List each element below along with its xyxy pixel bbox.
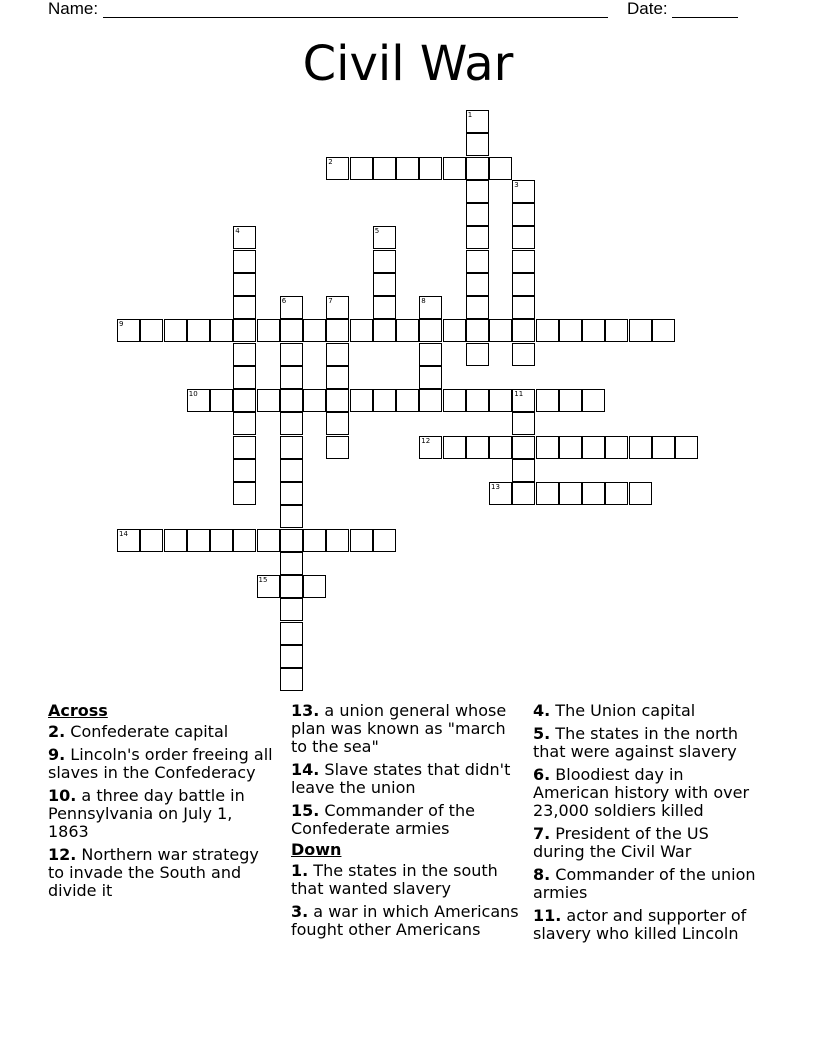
grid-cell[interactable]	[443, 436, 466, 459]
clue-item	[48, 846, 273, 900]
clue-item	[533, 702, 763, 720]
clue-number: 2	[328, 157, 333, 166]
grid-cell[interactable]	[536, 319, 559, 342]
grid-cell[interactable]	[210, 529, 233, 552]
grid-cell[interactable]	[466, 273, 489, 296]
clue-text: Bloodiest day in American history with over 23,000 soldiers killed	[533, 765, 750, 820]
grid-cell[interactable]	[326, 319, 349, 342]
clue-text: Confederate capital	[65, 722, 229, 741]
grid-cell[interactable]	[117, 529, 140, 552]
grid-cell[interactable]	[280, 389, 303, 412]
grid-cell[interactable]	[373, 296, 396, 319]
grid-cell[interactable]	[257, 575, 280, 598]
grid-cell[interactable]	[326, 412, 349, 435]
clue-column-3	[533, 702, 763, 948]
clue-column-2	[291, 702, 519, 944]
grid-cell[interactable]	[512, 412, 535, 435]
clue-text: a three day battle in Pennsylvania on July 1, 1863	[48, 786, 245, 841]
clue-number-label: 11.	[533, 906, 562, 925]
grid-cell[interactable]	[233, 459, 256, 482]
grid-cell[interactable]	[466, 296, 489, 319]
grid-cell[interactable]	[559, 319, 582, 342]
grid-cell[interactable]	[419, 319, 442, 342]
grid-cell[interactable]	[466, 250, 489, 273]
page-title: Civil War	[302, 36, 514, 92]
grid-cell[interactable]	[652, 436, 675, 459]
grid-cell[interactable]	[326, 157, 349, 180]
grid-cell[interactable]	[280, 459, 303, 482]
grid-cell[interactable]	[187, 319, 210, 342]
grid-cell[interactable]	[326, 343, 349, 366]
clue-item	[291, 702, 519, 756]
grid-cell[interactable]	[652, 319, 675, 342]
grid-cell[interactable]	[303, 389, 326, 412]
clue-number-label: 2.	[48, 722, 66, 741]
clue-text: President of the US during the Civil War	[533, 824, 709, 861]
grid-cell[interactable]	[280, 552, 303, 575]
grid-cell[interactable]	[582, 389, 605, 412]
grid-cell[interactable]	[350, 529, 373, 552]
clue-number: 6	[281, 297, 287, 305]
grid-cell[interactable]	[350, 157, 373, 180]
grid-cell[interactable]	[257, 389, 280, 412]
grid-cell[interactable]	[164, 319, 187, 342]
grid-cell[interactable]	[280, 412, 303, 435]
grid-cell[interactable]	[466, 180, 489, 203]
grid-cell[interactable]	[373, 319, 396, 342]
grid-cell[interactable]	[373, 529, 396, 552]
grid-cell[interactable]	[512, 319, 535, 342]
grid-cell[interactable]	[629, 319, 652, 342]
grid-cell[interactable]	[512, 226, 535, 249]
grid-cell[interactable]	[489, 482, 512, 505]
grid-cell[interactable]	[419, 436, 442, 459]
grid-cell[interactable]	[280, 366, 303, 389]
grid-cell[interactable]	[536, 482, 559, 505]
grid-cell[interactable]	[489, 436, 512, 459]
clue-number-label: 3.	[291, 902, 309, 921]
grid-cell[interactable]	[280, 668, 303, 691]
grid-cell[interactable]	[233, 389, 256, 412]
grid-cell[interactable]	[280, 529, 303, 552]
grid-cell[interactable]	[140, 319, 163, 342]
clue-item	[48, 787, 273, 841]
grid-cell[interactable]	[466, 389, 489, 412]
grid-cell[interactable]	[233, 343, 256, 366]
clue-list	[533, 702, 763, 943]
clue-number-label: 1.	[291, 861, 309, 880]
clue-item	[533, 766, 763, 820]
grid-cell[interactable]	[280, 436, 303, 459]
clue-text: Commander of the Confederate armies	[291, 801, 475, 838]
grid-cell[interactable]	[326, 389, 349, 412]
grid-cell[interactable]	[512, 389, 535, 412]
clue-item	[291, 903, 519, 939]
grid-cell[interactable]	[233, 226, 256, 249]
clue-number-label: 13.	[291, 701, 320, 720]
grid-cell[interactable]	[326, 436, 349, 459]
grid-cell[interactable]	[582, 319, 605, 342]
clue-text: a war in which Americans fought other Americans	[291, 902, 519, 939]
grid-cell[interactable]	[396, 319, 419, 342]
grid-cell[interactable]	[536, 436, 559, 459]
grid-cell[interactable]	[326, 529, 349, 552]
clue-item	[291, 761, 519, 797]
clue-text: The states in the south that wanted slavery	[291, 861, 498, 898]
clue-number-label: 9.	[48, 745, 66, 764]
grid-cell[interactable]	[140, 529, 163, 552]
grid-cell[interactable]	[512, 459, 535, 482]
grid-cell[interactable]	[512, 203, 535, 226]
grid-cell[interactable]	[303, 529, 326, 552]
grid-cell[interactable]	[210, 389, 233, 412]
clue-text: Slave states that didn't leave the union	[291, 760, 511, 797]
grid-cell[interactable]	[489, 319, 512, 342]
grid-cell[interactable]	[280, 319, 303, 342]
grid-cell[interactable]	[373, 273, 396, 296]
clue-number-label: 6.	[533, 765, 551, 784]
grid-cell[interactable]	[559, 436, 582, 459]
grid-cell[interactable]	[512, 180, 535, 203]
grid-cell[interactable]	[373, 226, 396, 249]
clue-number: 7	[328, 297, 333, 305]
grid-cell[interactable]	[280, 575, 303, 598]
grid-cell[interactable]	[280, 296, 303, 319]
grid-cell[interactable]	[443, 157, 466, 180]
grid-cell[interactable]	[280, 622, 303, 645]
clue-item	[533, 725, 763, 761]
grid-cell[interactable]	[443, 319, 466, 342]
grid-cell[interactable]	[629, 436, 652, 459]
grid-cell[interactable]	[466, 319, 489, 342]
grid-cell[interactable]	[512, 343, 535, 366]
clue-number: 10	[188, 390, 198, 398]
grid-cell[interactable]	[233, 273, 256, 296]
grid-cell[interactable]	[233, 250, 256, 273]
clue-list	[291, 862, 519, 939]
clue-text: The states in the north that were against slavery	[533, 724, 739, 761]
grid-cell[interactable]	[512, 296, 535, 319]
grid-cell[interactable]	[512, 482, 535, 505]
grid-cell[interactable]	[233, 319, 256, 342]
grid-cell[interactable]	[233, 296, 256, 319]
grid-cell[interactable]	[257, 319, 280, 342]
clue-item	[533, 907, 763, 943]
clue-item	[533, 866, 763, 902]
grid-cell[interactable]	[443, 389, 466, 412]
grid-cell[interactable]	[419, 366, 442, 389]
clue-text: actor and supporter of slavery who killed Lincoln	[533, 906, 747, 943]
grid-cell[interactable]	[233, 436, 256, 459]
grid-cell[interactable]	[164, 529, 187, 552]
grid-cell[interactable]	[512, 273, 535, 296]
grid-cell[interactable]	[559, 482, 582, 505]
grid-cell[interactable]	[187, 529, 210, 552]
grid-cell[interactable]	[233, 482, 256, 505]
across-heading: Across	[48, 701, 108, 720]
clue-number: 4	[235, 227, 240, 236]
grid-cell[interactable]	[466, 133, 489, 156]
grid-cell[interactable]	[257, 529, 280, 552]
grid-cell[interactable]	[466, 110, 489, 133]
clue-text: The Union capital	[550, 701, 696, 720]
grid-cell[interactable]	[326, 366, 349, 389]
name-label: Name:	[48, 0, 99, 18]
grid-cell[interactable]	[559, 389, 582, 412]
clue-number: 11	[514, 390, 524, 398]
clue-number: 15	[258, 576, 268, 584]
date-label: Date:	[627, 0, 668, 18]
grid-cell[interactable]	[466, 203, 489, 226]
grid-cell[interactable]	[233, 412, 256, 435]
grid-cell[interactable]	[303, 575, 326, 598]
grid-cell[interactable]	[629, 482, 652, 505]
grid-cell[interactable]	[280, 482, 303, 505]
grid-cell[interactable]	[280, 343, 303, 366]
clue-number: 5	[374, 227, 380, 236]
clue-number-label: 10.	[48, 786, 77, 805]
clue-number-label: 15.	[291, 801, 320, 820]
grid-cell[interactable]	[582, 436, 605, 459]
grid-cell[interactable]	[280, 505, 303, 528]
clue-item	[48, 746, 273, 782]
clue-text: Lincoln's order freeing all slaves in the Confederacy	[48, 745, 273, 782]
grid-cell[interactable]	[605, 436, 628, 459]
clue-text: Northern war strategy to invade the South and divide it	[48, 845, 259, 900]
grid-cell[interactable]	[466, 157, 489, 180]
grid-cell[interactable]	[233, 366, 256, 389]
clue-number: 14	[119, 529, 128, 538]
grid-cell[interactable]	[373, 157, 396, 180]
grid-cell[interactable]	[466, 343, 489, 366]
grid-cell[interactable]	[233, 529, 256, 552]
grid-cell[interactable]	[466, 226, 489, 249]
grid-cell[interactable]	[419, 157, 442, 180]
grid-cell[interactable]	[675, 436, 698, 459]
clue-number-label: 14.	[291, 760, 320, 779]
grid-cell[interactable]	[396, 389, 419, 412]
grid-cell[interactable]	[373, 389, 396, 412]
clue-number: 8	[421, 297, 426, 305]
grid-cell[interactable]	[350, 319, 373, 342]
grid-cell[interactable]	[419, 343, 442, 366]
clue-number-label: 5.	[533, 724, 551, 743]
grid-cell[interactable]	[303, 319, 326, 342]
down-heading: Down	[291, 840, 342, 859]
grid-cell[interactable]	[280, 645, 303, 668]
grid-cell[interactable]	[512, 250, 535, 273]
grid-cell[interactable]	[605, 319, 628, 342]
grid-cell[interactable]	[466, 436, 489, 459]
clue-list	[291, 702, 519, 838]
clue-column-1	[48, 702, 273, 905]
grid-cell[interactable]	[419, 389, 442, 412]
grid-cell[interactable]	[117, 319, 140, 342]
grid-cell[interactable]	[536, 389, 559, 412]
clue-number-label: 7.	[533, 824, 551, 843]
grid-cell[interactable]	[489, 157, 512, 180]
clue-number-label: 12.	[48, 845, 77, 864]
clue-item	[48, 723, 273, 741]
clue-number: 3	[514, 180, 519, 189]
grid-cell[interactable]	[326, 296, 349, 319]
clue-number-label: 4.	[533, 701, 551, 720]
grid-cell[interactable]	[187, 389, 210, 412]
grid-cell[interactable]	[605, 482, 628, 505]
clue-text: Commander of the union armies	[533, 865, 756, 902]
grid-cell[interactable]	[350, 389, 373, 412]
clue-item	[533, 825, 763, 861]
grid-cell[interactable]	[512, 436, 535, 459]
grid-cell[interactable]	[210, 319, 233, 342]
grid-cell[interactable]	[419, 296, 442, 319]
clue-text: a union general whose plan was known as "march to the sea"	[291, 701, 507, 756]
clue-number: 9	[119, 320, 124, 329]
clue-item	[291, 862, 519, 898]
clue-number: 12	[421, 436, 431, 445]
clue-list	[48, 723, 273, 900]
grid-cell[interactable]	[489, 389, 512, 412]
clue-number-label: 8.	[533, 865, 551, 884]
grid-cell[interactable]	[280, 598, 303, 621]
clue-item	[291, 802, 519, 838]
clue-number: 13	[491, 483, 500, 491]
grid-cell[interactable]	[373, 250, 396, 273]
clue-number: 1	[467, 111, 473, 119]
grid-cell[interactable]	[582, 482, 605, 505]
grid-cell[interactable]	[396, 157, 419, 180]
